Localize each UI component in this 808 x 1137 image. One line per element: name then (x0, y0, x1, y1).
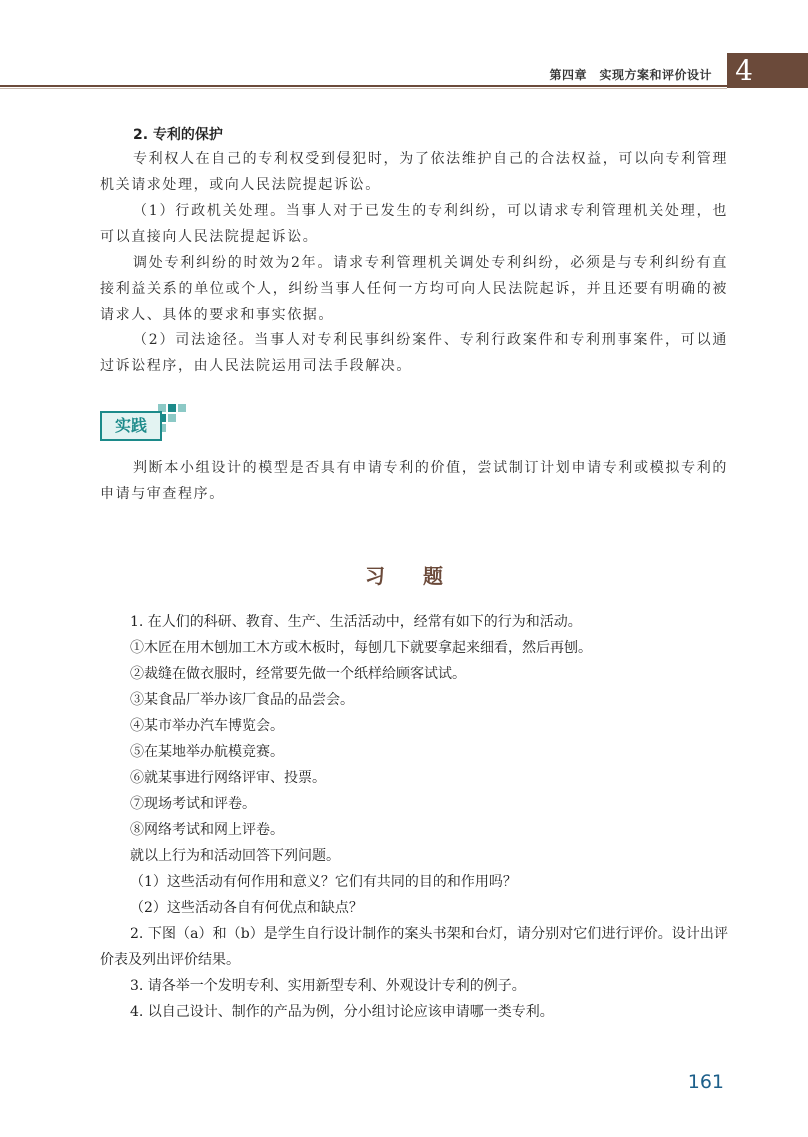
practice-text: 判断本小组设计的模型是否具有申请专利的价值，尝试制订计划申请专利或模拟专利的申请与审查程序。 (100, 460, 728, 502)
exercise-item: （2）这些活动各自有何优点和缺点？ (130, 900, 363, 916)
practice-badge: 实践 (100, 411, 162, 441)
exercise-item: 1. 在人们的科研、教育、生产、生活活动中，经常有如下的行为和活动。 (130, 614, 582, 630)
exercise-item: 3. 请各举一个发明专利、实用新型专利、外观设计专利的例子。 (130, 978, 526, 994)
chapter-number: 4 (735, 54, 753, 87)
section-paragraph: 调处专利纠纷的时效为2年。请求专利管理机关调处专利纠纷，必须是与专利纠纷有直接利益关系的单位或个人，纠纷当事人任何一方均可向人民法院起诉，并且还要有明确的被请求人、具体的要求和事实依据。 (100, 255, 728, 323)
exercise-item: ③某食品厂举办该厂食品的品尝会。 (130, 692, 354, 708)
section-heading: 2. 专利的保护 (133, 127, 223, 143)
chapter-title: 第四章 实现方案和评价设计 (549, 68, 712, 82)
exercise-item: ⑤在某地举办航模竞赛。 (130, 744, 284, 760)
section-paragraph: （2）司法途径。当事人对专利民事纠纷案件、专利行政案件和专利刑事案件，可以通过诉讼程序，由人民法院运用司法手段解决。 (100, 332, 728, 374)
section-paragraph: 专利权人在自己的专利权受到侵犯时，为了依法维护自己的合法权益，可以向专利管理机关请求处理，或向人民法院提起诉讼。 (100, 151, 728, 193)
exercise-item: ⑧网络考试和网上评卷。 (130, 822, 284, 838)
exercise-item: ④某市举办汽车博览会。 (130, 718, 284, 734)
exercise-item: ①木匠在用木刨加工木方或木板时，每刨几下就要拿起来细看，然后再刨。 (130, 640, 592, 656)
exercise-item: ⑦现场考试和评卷。 (130, 796, 256, 812)
exercise-item: 2. 下图（a）和（b）是学生自行设计制作的案头书架和台灯，请分别对它们进行评价。设计出评价表及列出评价结果。 (100, 926, 728, 968)
exercise-item: ⑥就某事进行网络评审、投票。 (130, 770, 326, 786)
exercise-item: 就以上行为和活动回答下列问题。 (130, 848, 340, 864)
header-rule-thin (0, 88, 727, 89)
exercises-title: 习题 (365, 564, 481, 588)
page-number: 161 (687, 1071, 724, 1093)
section-paragraph: （1）行政机关处理。当事人对于已发生的专利纠纷，可以请求专利管理机关处理，也可以直接向人民法院提起诉讼。 (100, 203, 728, 245)
exercise-item: ②裁缝在做衣服时，经常要先做一个纸样给顾客试试。 (130, 666, 466, 682)
exercise-item: 4. 以自己设计、制作的产品为例，分小组讨论应该申请哪一类专利。 (130, 1004, 554, 1020)
exercise-item: （1）这些活动有何作用和意义？它们有共同的目的和作用吗？ (130, 874, 517, 890)
header-rule (0, 85, 727, 87)
